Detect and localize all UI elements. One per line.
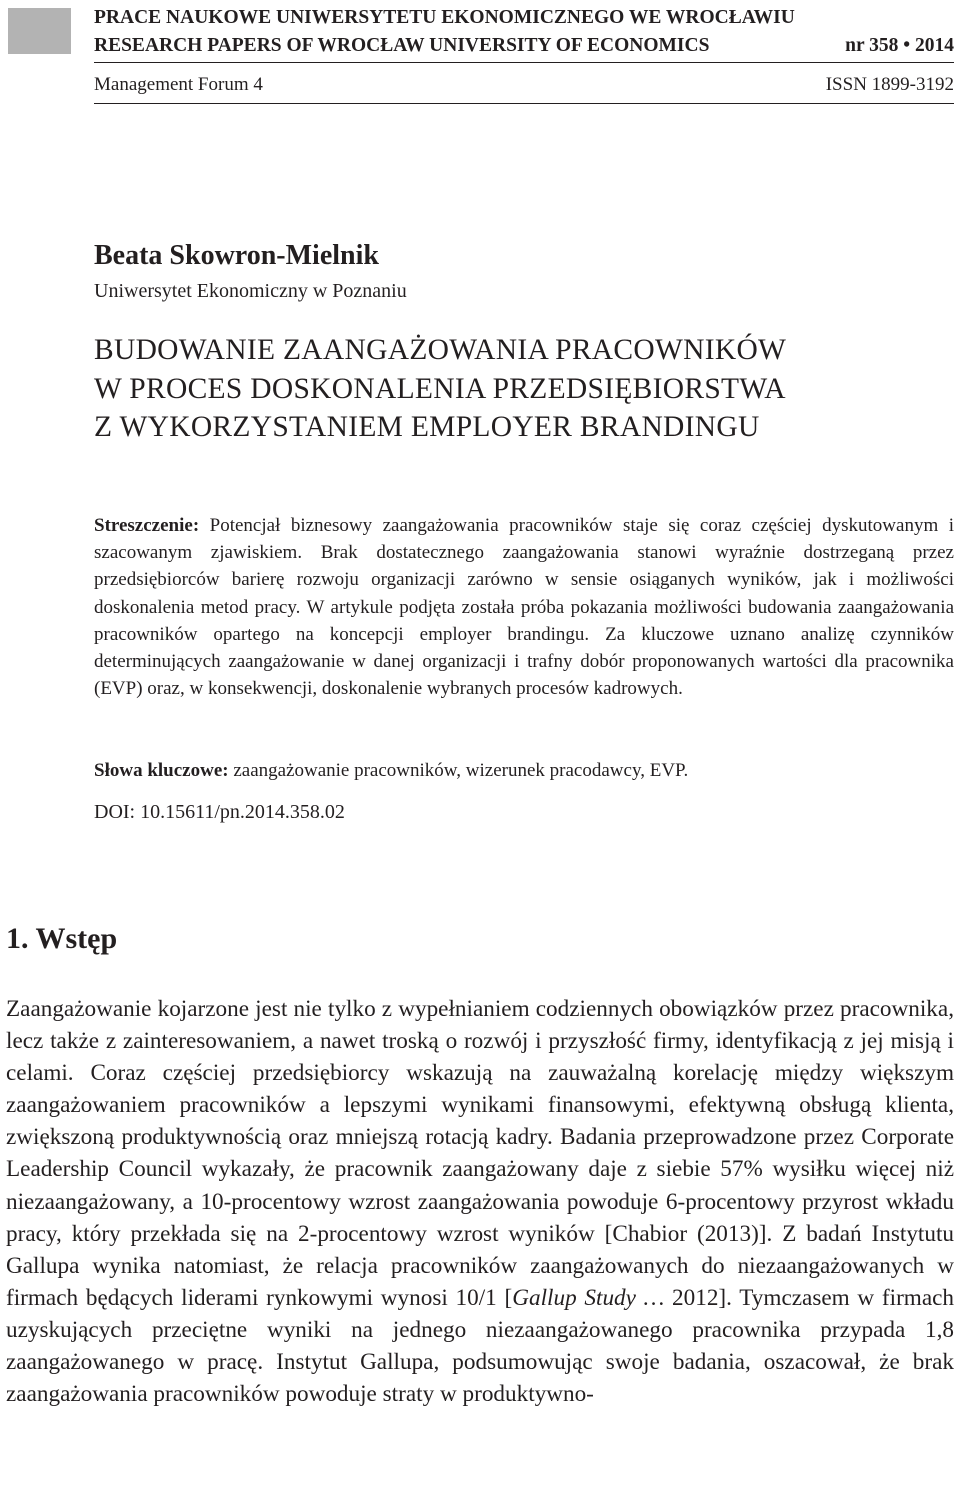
abstract-text: Potencjał biznesowy zaangażowania pracowników staje się coraz częściej dyskutowanym i szacowanym zjawiskiem. Brak dostatecznego zaangażowania stanowi wyraźnie dostrzeganą przez przedsiębiorców barierę rozwoju organizacji zarówno w sensie osiąganych wyników, jak i możliwości doskonalenia metod pracy. W artykule podjęta została próba pokazania możliwości budowania zaangażowania pracowników opartego na koncepcji employer brandingu. Za kluczowe uznano analizę czynników determinujących zaangażowanie w danej organizacji i trafny dobór proponowanych wartości dla pracownika (EVP) oraz, w konsekwencji, doskonalenie wybranych procesów kadrowych.: [94, 515, 955, 700]
article-title: [94, 331, 954, 447]
header-rule-bottom: [94, 103, 954, 104]
citation-italic: Gallup Study …: [512, 1284, 665, 1311]
journal-title-polish: PRACE NAUKOWE UNIWERSYTETU EKONOMICZNEGO WE WROCŁAWIU: [94, 7, 795, 28]
author-affiliation: Uniwersytet Ekonomiczny w Poznaniu: [94, 280, 407, 302]
title-line: Z WYKORZYSTANIEM EMPLOYER BRANDINGU: [94, 411, 760, 443]
title-line: W PROCES DOSKONALENIA PRZEDSIĘBIORSTWA: [94, 372, 786, 405]
body-text-part2: 2012]. Tymczasem w firmach uzyskujących przeciętne wyniki na jednego niezaangażowanego pracownika przypada 1,8 zaangażowanego w pracę. Instytut Gallupa, podsumowując swoje badania, oszacował, że brak zaangażowania pracowników powoduje straty w produktywno-: [6, 1284, 955, 1408]
journal-title-english-row: [94, 34, 954, 58]
series-row: [94, 73, 954, 97]
abstract: [94, 512, 954, 702]
header-gray-block: [8, 8, 71, 54]
issue-number: nr 358 • 2014: [845, 35, 954, 56]
keywords-label: Słowa kluczowe:: [94, 760, 229, 781]
body-text-part1: Zaangażowanie kojarzone jest nie tylko z wypełnianiem codziennych obowiązków przez pracownika, lecz także z zainteresowaniem, a nawet troską o rozwój i przyszłość firmy, identyfikacją z jej misją i celami. Coraz częściej przedsiębiorcy wskazują na zauważalną korelację między większym zaangażowaniem pracowników a lepszymi wynikami finansowymi, efektywną obsługą klienta, zwiększoną produktywnością oraz mniejszą rotacją kadry. Badania przeprowadzone przez Corporate Leadership Council wykazały, że pracownik zaangażowany daje z siebie 57% wysiłku więcej niż niezaangażowany, a 10-procentowy wzrost zaangażowania powoduje 6-procentowy przyrost wkładu pracy, który przekłada się na 2-procentowy wzrost wyników [Chabior (2013)]. Z badań Instytutu Gallupa wynika natomiast, że relacja pracowników zaangażowanych do niezaangażowanych w firmach będących liderami rynkowymi wynosi 10/1 [: [6, 996, 954, 1311]
title-line: BUDOWANIE ZAANGAŻOWANIA PRACOWNIKÓW: [94, 334, 787, 366]
keywords: [94, 758, 954, 784]
body-paragraph: [6, 993, 954, 1410]
author-name: Beata Skowron-Mielnik: [94, 240, 379, 271]
section-heading: 1. Wstęp: [6, 922, 118, 955]
header-rule-top: [94, 62, 954, 63]
series-name: Management Forum 4: [94, 74, 263, 95]
keywords-text: zaangażowanie pracowników, wizerunek pracodawcy, EVP.: [233, 760, 689, 781]
journal-title-english: RESEARCH PAPERS OF WROCŁAW UNIVERSITY OF ECONOMICS: [94, 35, 710, 56]
doi: DOI: 10.15611/pn.2014.358.02: [94, 801, 345, 823]
issn: ISSN 1899-3192: [825, 74, 954, 95]
abstract-label: Streszczenie:: [94, 515, 200, 536]
